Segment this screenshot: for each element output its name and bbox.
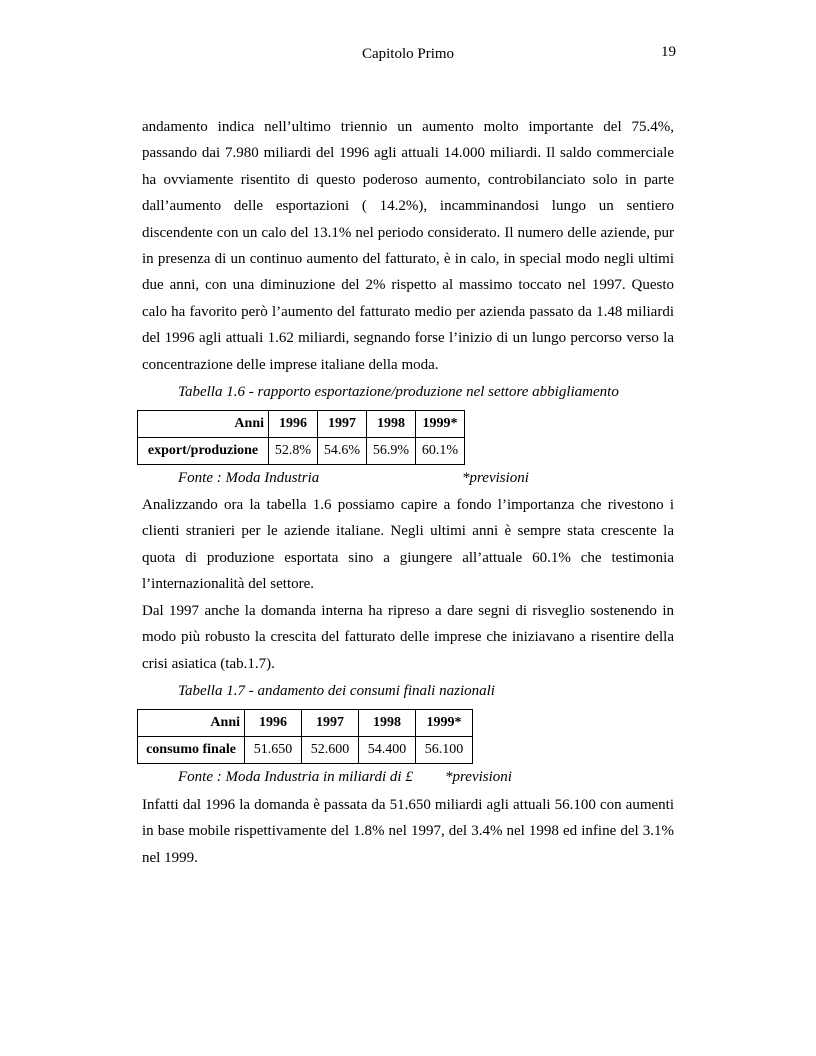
text-line: ha ovviamente risentito di questo poderoso aumento, controbilanciato solo in parte: [142, 171, 674, 188]
table-header-cell: 1996: [245, 710, 302, 737]
table-cell: 51.650: [245, 737, 302, 764]
paragraph-1: [142, 114, 674, 378]
text-line: discendente con un calo del 13.1% nel periodo considerato. Il numero delle aziende, pur: [142, 224, 674, 241]
table-header-cell: 1999*: [416, 411, 465, 438]
table-header-cell: 1996: [269, 411, 318, 438]
table-cell: 54.400: [359, 737, 416, 764]
text-line: andamento indica nell’ultimo triennio un aumento molto importante del 75.4%,: [142, 119, 674, 135]
text-line: passando dai 7.980 miliardi del 1996 agli attuali 14.000 miliardi. Il saldo commerciale: [142, 145, 674, 162]
text-line: Analizzando ora la tabella 1.6 possiamo capire a fondo l’importanza che rivestono i: [142, 497, 674, 513]
table-1-6-note: *previsioni: [462, 470, 529, 486]
table-1-7-note: *previsioni: [445, 769, 512, 785]
text-line: del 1996 agli attuali 1.62 miliardi, segnando forse l’inizio di un lungo percorso verso la: [142, 330, 674, 347]
table-row-label: export/produzione: [138, 438, 269, 465]
table-1-6: [137, 410, 465, 465]
text-line: Infatti dal 1996 la domanda è passata da 51.650 miliardi agli attuali 56.100 con aumenti: [142, 797, 674, 813]
text-line: in base mobile rispettivamente del 1.8% nel 1997, del 3.4% nel 1998 ed infine del 3.1%: [142, 823, 674, 840]
table-header-row: [138, 411, 465, 438]
page-header-title: Capitolo Primo: [361, 46, 455, 62]
table-1-7-source: Fonte : Moda Industria in miliardi di £: [178, 769, 413, 785]
table-cell: 60.1%: [416, 438, 465, 465]
table-header-row: [138, 710, 473, 737]
page-number: 19: [661, 44, 676, 60]
text-line: modo più robusto la crescita del fatturato delle imprese che iniziavano a risentire della: [142, 629, 674, 646]
table-header-cell: 1997: [318, 411, 367, 438]
text-line: in presenza di un continuo aumento del fatturato, è in calo, in special modo negli ultimi: [142, 251, 674, 268]
table-cell: 52.600: [302, 737, 359, 764]
text-line: concentrazione delle imprese italiane della moda.: [142, 356, 439, 373]
table-header-cell: Anni: [138, 710, 245, 737]
table-cell: 56.9%: [367, 438, 416, 465]
text-line: dall’aumento delle esportazioni ( 14.2%), incamminandosi lungo un sentiero: [142, 198, 674, 215]
text-line: calo ha favorito però l’aumento del fatturato medio per azienda passato da 1.48 miliardi: [142, 303, 674, 320]
text-line: l’internazionalità del settore.: [142, 576, 315, 593]
table-1-7-caption: Tabella 1.7 - andamento dei consumi finali nazionali: [178, 683, 495, 699]
table-1-6-source: Fonte : Moda Industria: [178, 470, 320, 486]
table-cell: 52.8%: [269, 438, 318, 465]
text-line: quota di produzione esportata sino a giungere all’attuale 60.1% che testimonia: [142, 549, 674, 566]
table-row: [138, 438, 465, 465]
text-line: crisi asiatica (tab.1.7).: [142, 655, 275, 672]
text-line: nel 1999.: [142, 849, 198, 866]
paragraph-4: [142, 792, 674, 871]
text-line: due anni, con una diminuzione del 2% rispetto al massimo toccato nel 1997. Questo: [142, 277, 674, 294]
table-1-7: [137, 709, 473, 764]
table-header-cell: 1999*: [416, 710, 473, 737]
table-cell: 54.6%: [318, 438, 367, 465]
table-cell: 56.100: [416, 737, 473, 764]
table-header-cell: 1998: [359, 710, 416, 737]
table-row: [138, 737, 473, 764]
table-1-6-caption: Tabella 1.6 - rapporto esportazione/produzione nel settore abbigliamento: [178, 384, 619, 400]
table-header-cell: Anni: [138, 411, 269, 438]
text-line: Dal 1997 anche la domanda interna ha ripreso a dare segni di risveglio sostenendo in: [142, 603, 674, 619]
table-row-label: consumo finale: [138, 737, 245, 764]
text-line: clienti stranieri per le aziende italiane. Negli ultimi anni è sempre stata crescente la: [142, 523, 674, 540]
paragraph-2: [142, 492, 674, 598]
table-header-cell: 1997: [302, 710, 359, 737]
table-header-cell: 1998: [367, 411, 416, 438]
paragraph-3: [142, 598, 674, 677]
